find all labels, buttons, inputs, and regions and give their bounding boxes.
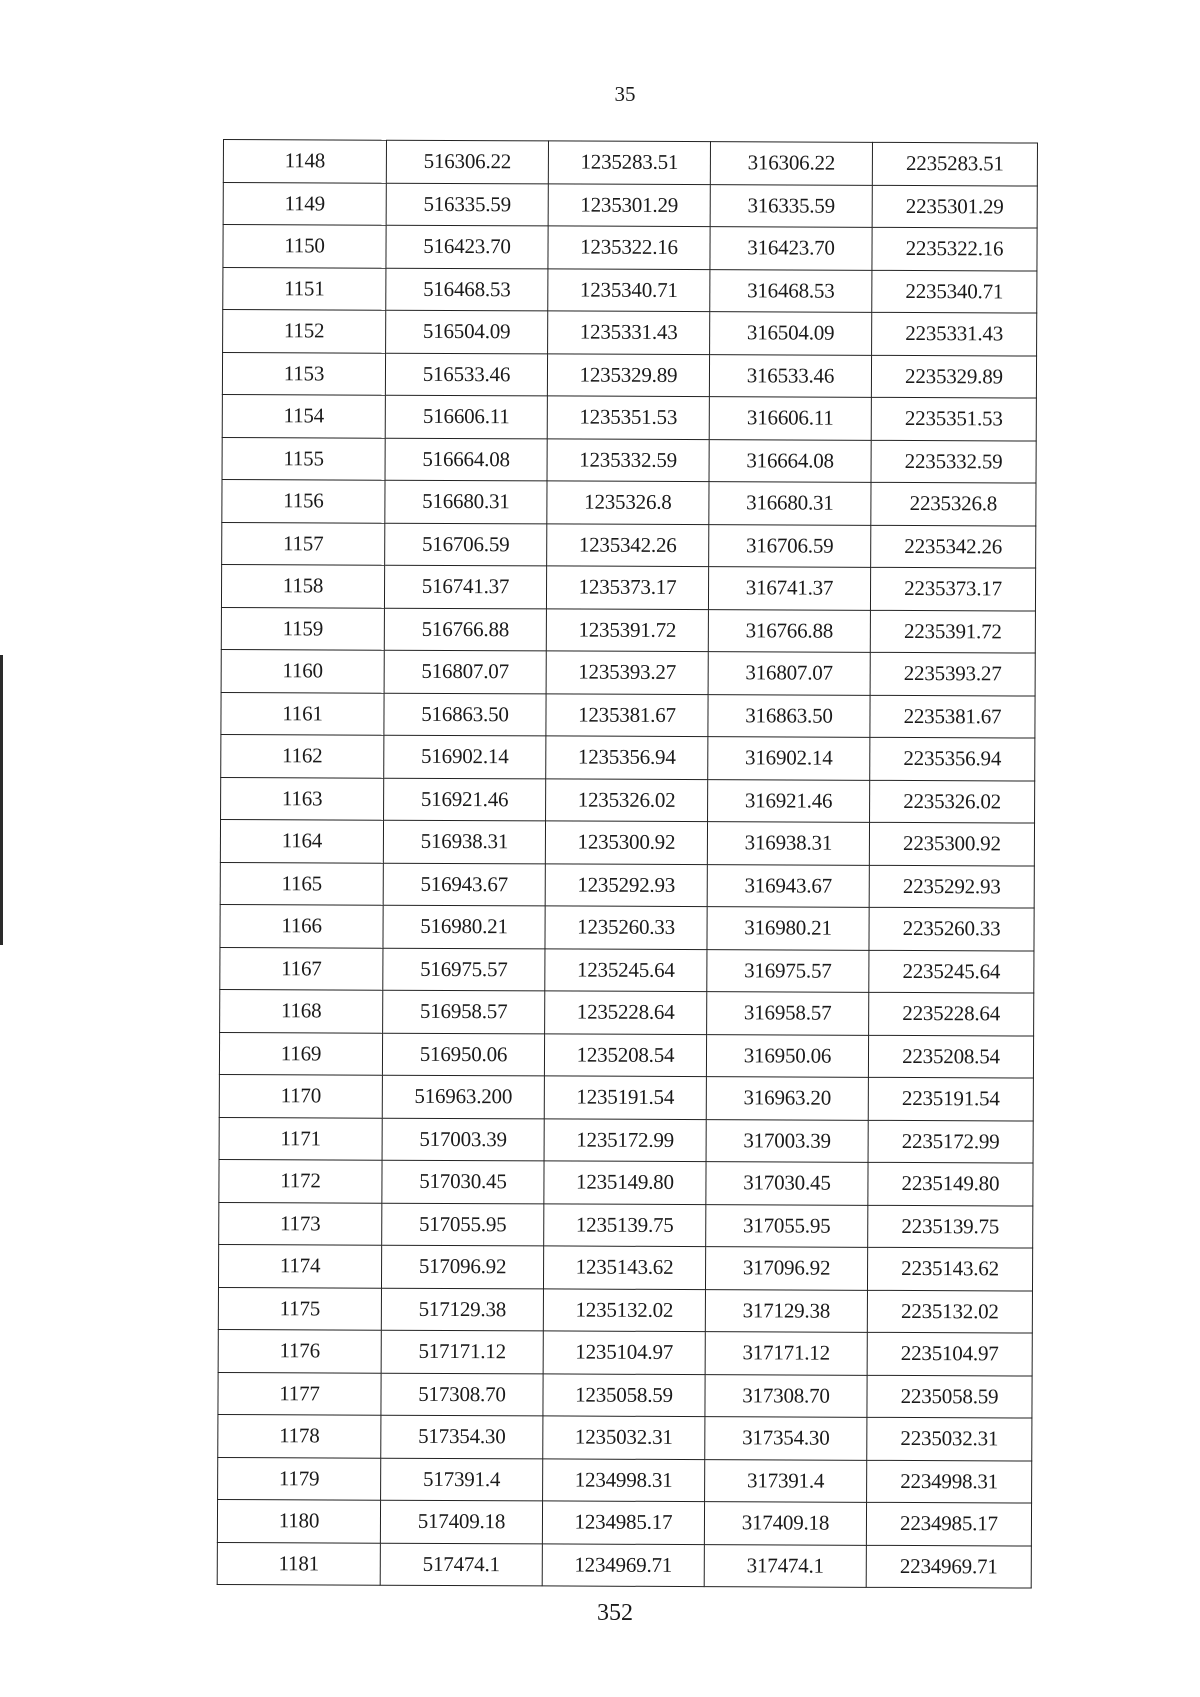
table-row bbox=[223, 225, 1037, 271]
x2-cell: 316958.57 bbox=[707, 992, 869, 1035]
y2-cell: 2234998.31 bbox=[867, 1460, 1032, 1503]
x2-cell: 317354.30 bbox=[705, 1417, 867, 1460]
y2-cell: 2235149.80 bbox=[868, 1162, 1033, 1205]
y1-cell: 1235329.89 bbox=[547, 353, 709, 396]
table-row bbox=[217, 1499, 1031, 1545]
y1-cell: 1235139.75 bbox=[544, 1203, 706, 1246]
x2-cell: 317096.92 bbox=[705, 1247, 867, 1290]
table-row bbox=[220, 947, 1034, 993]
page-number-bottom: 352 bbox=[597, 1600, 633, 1626]
y2-cell: 2235332.59 bbox=[871, 440, 1036, 483]
point-id-cell: 1162 bbox=[221, 734, 384, 777]
x1-cell: 517096.92 bbox=[381, 1245, 543, 1288]
y1-cell: 1235245.64 bbox=[545, 948, 707, 991]
point-id-cell: 1180 bbox=[217, 1499, 380, 1542]
y2-cell: 2235139.75 bbox=[868, 1205, 1033, 1248]
y2-cell: 2235322.16 bbox=[872, 227, 1037, 270]
x2-cell: 316963.20 bbox=[706, 1077, 868, 1120]
point-id-cell: 1174 bbox=[218, 1244, 381, 1287]
y1-cell: 1235332.59 bbox=[547, 438, 709, 481]
table-row bbox=[219, 1074, 1033, 1120]
y2-cell: 2235260.33 bbox=[869, 907, 1034, 950]
y2-cell: 2235300.92 bbox=[869, 822, 1034, 865]
y2-cell: 2235172.99 bbox=[868, 1120, 1033, 1163]
point-id-cell: 1155 bbox=[222, 437, 385, 480]
x2-cell: 317474.1 bbox=[704, 1544, 866, 1587]
y1-cell: 1235322.16 bbox=[548, 226, 710, 269]
y1-cell: 1235149.80 bbox=[544, 1161, 706, 1204]
y2-cell: 2234985.17 bbox=[866, 1502, 1031, 1545]
table-row bbox=[220, 904, 1034, 950]
x1-cell: 516950.06 bbox=[382, 1033, 544, 1076]
table-row bbox=[222, 394, 1036, 440]
y1-cell: 1235292.93 bbox=[545, 863, 707, 906]
x1-cell: 516766.88 bbox=[384, 608, 546, 651]
coordinates-table bbox=[217, 139, 1038, 1589]
y1-cell: 1234998.31 bbox=[543, 1458, 705, 1501]
x2-cell: 317055.95 bbox=[706, 1204, 868, 1247]
x1-cell: 516741.37 bbox=[384, 565, 546, 608]
table-row bbox=[221, 564, 1035, 610]
y2-cell: 2235373.17 bbox=[870, 567, 1035, 610]
x1-cell: 517129.38 bbox=[381, 1288, 543, 1331]
table-row bbox=[219, 1032, 1033, 1078]
x2-cell: 316950.06 bbox=[706, 1034, 868, 1077]
table-row bbox=[219, 1117, 1033, 1163]
y2-cell: 2235326.8 bbox=[871, 482, 1036, 525]
x1-cell: 516958.57 bbox=[383, 990, 545, 1033]
y1-cell: 1235260.33 bbox=[545, 906, 707, 949]
point-id-cell: 1157 bbox=[222, 522, 385, 565]
y1-cell: 1235143.62 bbox=[543, 1246, 705, 1289]
point-id-cell: 1168 bbox=[220, 989, 383, 1032]
point-id-cell: 1152 bbox=[223, 310, 386, 353]
y2-cell: 2234969.71 bbox=[866, 1545, 1031, 1588]
x2-cell: 316943.67 bbox=[707, 864, 869, 907]
x2-cell: 316902.14 bbox=[708, 737, 870, 780]
y2-cell: 2235301.29 bbox=[872, 185, 1037, 228]
x1-cell: 516975.57 bbox=[383, 948, 545, 991]
y2-cell: 2235342.26 bbox=[871, 525, 1036, 568]
x1-cell: 517474.1 bbox=[380, 1543, 542, 1586]
table-row bbox=[219, 1202, 1033, 1248]
x2-cell: 316423.70 bbox=[710, 227, 872, 270]
point-id-cell: 1169 bbox=[219, 1032, 382, 1075]
y1-cell: 1235301.29 bbox=[548, 183, 710, 226]
x1-cell: 516963.200 bbox=[382, 1075, 544, 1118]
x1-cell: 516664.08 bbox=[385, 438, 547, 481]
x1-cell: 516943.67 bbox=[383, 863, 545, 906]
x2-cell: 316533.46 bbox=[709, 354, 871, 397]
point-id-cell: 1163 bbox=[221, 777, 384, 820]
x1-cell: 516335.59 bbox=[386, 183, 548, 226]
y1-cell: 1235393.27 bbox=[546, 651, 708, 694]
y2-cell: 2235032.31 bbox=[867, 1417, 1032, 1460]
table-row bbox=[221, 734, 1035, 780]
x1-cell: 517055.95 bbox=[382, 1203, 544, 1246]
x1-cell: 517003.39 bbox=[382, 1118, 544, 1161]
point-id-cell: 1159 bbox=[221, 607, 384, 650]
table-row bbox=[221, 649, 1035, 695]
x2-cell: 316335.59 bbox=[710, 184, 872, 227]
x1-cell: 516938.31 bbox=[383, 820, 545, 863]
x2-cell: 317409.18 bbox=[704, 1502, 866, 1545]
x1-cell: 516533.46 bbox=[385, 353, 547, 396]
y1-cell: 1235032.31 bbox=[543, 1416, 705, 1459]
x1-cell: 516468.53 bbox=[386, 268, 548, 311]
table-row bbox=[218, 1414, 1032, 1460]
y1-cell: 1235356.94 bbox=[546, 736, 708, 779]
x2-cell: 316664.08 bbox=[709, 439, 871, 482]
y2-cell: 2235292.93 bbox=[869, 865, 1034, 908]
x1-cell: 516807.07 bbox=[384, 650, 546, 693]
coordinates-table-body bbox=[217, 140, 1037, 1589]
x1-cell: 516306.22 bbox=[386, 140, 548, 183]
x2-cell: 316766.88 bbox=[708, 609, 870, 652]
x2-cell: 317308.70 bbox=[705, 1374, 867, 1417]
point-id-cell: 1172 bbox=[219, 1159, 382, 1202]
y1-cell: 1235381.67 bbox=[546, 693, 708, 736]
y2-cell: 2235058.59 bbox=[867, 1375, 1032, 1418]
y2-cell: 2235351.53 bbox=[871, 397, 1036, 440]
x1-cell: 517171.12 bbox=[381, 1330, 543, 1373]
table-row bbox=[221, 607, 1035, 653]
table-row bbox=[223, 310, 1037, 356]
y2-cell: 2235208.54 bbox=[868, 1035, 1033, 1078]
y1-cell: 1235283.51 bbox=[548, 141, 710, 184]
x2-cell: 317129.38 bbox=[705, 1289, 867, 1332]
y2-cell: 2235283.51 bbox=[872, 142, 1037, 185]
x1-cell: 516680.31 bbox=[385, 480, 547, 523]
y1-cell: 1235342.26 bbox=[547, 523, 709, 566]
table-row bbox=[220, 819, 1034, 865]
point-id-cell: 1154 bbox=[222, 394, 385, 437]
x1-cell: 517030.45 bbox=[382, 1160, 544, 1203]
x2-cell: 316807.07 bbox=[708, 652, 870, 695]
x1-cell: 516606.11 bbox=[385, 395, 547, 438]
y1-cell: 1235331.43 bbox=[548, 311, 710, 354]
y1-cell: 1235228.64 bbox=[545, 991, 707, 1034]
x1-cell: 516863.50 bbox=[384, 693, 546, 736]
y1-cell: 1235191.54 bbox=[544, 1076, 706, 1119]
y2-cell: 2235340.71 bbox=[872, 270, 1037, 313]
y2-cell: 2235191.54 bbox=[868, 1077, 1033, 1120]
x1-cell: 516921.46 bbox=[384, 778, 546, 821]
y1-cell: 1235326.02 bbox=[546, 778, 708, 821]
y1-cell: 1234969.71 bbox=[542, 1543, 704, 1586]
x1-cell: 516980.21 bbox=[383, 905, 545, 948]
y1-cell: 1235132.02 bbox=[543, 1288, 705, 1331]
table-row bbox=[223, 182, 1037, 228]
page-number-top: 35 bbox=[614, 82, 636, 106]
x2-cell: 316468.53 bbox=[710, 269, 872, 312]
y2-cell: 2235228.64 bbox=[869, 992, 1034, 1035]
point-id-cell: 1153 bbox=[222, 352, 385, 395]
point-id-cell: 1165 bbox=[220, 862, 383, 905]
y2-cell: 2235393.27 bbox=[870, 652, 1035, 695]
point-id-cell: 1166 bbox=[220, 904, 383, 947]
table-row bbox=[223, 140, 1037, 186]
x1-cell: 516423.70 bbox=[386, 225, 548, 268]
point-id-cell: 1181 bbox=[217, 1542, 380, 1585]
y2-cell: 2235104.97 bbox=[867, 1332, 1032, 1375]
x2-cell: 316938.31 bbox=[707, 822, 869, 865]
x2-cell: 316975.57 bbox=[707, 949, 869, 992]
table-row bbox=[222, 352, 1036, 398]
x2-cell: 316921.46 bbox=[708, 779, 870, 822]
point-id-cell: 1178 bbox=[218, 1414, 381, 1457]
x2-cell: 317003.39 bbox=[706, 1119, 868, 1162]
y1-cell: 1234985.17 bbox=[542, 1501, 704, 1544]
table-row bbox=[218, 1244, 1032, 1290]
x2-cell: 317171.12 bbox=[705, 1332, 867, 1375]
x2-cell: 316980.21 bbox=[707, 907, 869, 950]
y2-cell: 2235331.43 bbox=[872, 312, 1037, 355]
x1-cell: 516706.59 bbox=[385, 523, 547, 566]
x1-cell: 517354.30 bbox=[381, 1415, 543, 1458]
point-id-cell: 1175 bbox=[218, 1287, 381, 1330]
y2-cell: 2235381.67 bbox=[870, 695, 1035, 738]
x2-cell: 317030.45 bbox=[706, 1162, 868, 1205]
table-row bbox=[218, 1287, 1032, 1333]
point-id-cell: 1170 bbox=[219, 1074, 382, 1117]
point-id-cell: 1149 bbox=[223, 182, 386, 225]
table-row bbox=[219, 1159, 1033, 1205]
point-id-cell: 1176 bbox=[218, 1329, 381, 1372]
table-row bbox=[217, 1542, 1031, 1588]
point-id-cell: 1151 bbox=[223, 267, 386, 310]
point-id-cell: 1161 bbox=[221, 692, 384, 735]
table-row bbox=[220, 989, 1034, 1035]
point-id-cell: 1150 bbox=[223, 225, 386, 268]
y1-cell: 1235340.71 bbox=[548, 268, 710, 311]
point-id-cell: 1164 bbox=[220, 819, 383, 862]
x2-cell: 316606.11 bbox=[709, 397, 871, 440]
x2-cell: 317391.4 bbox=[705, 1459, 867, 1502]
point-id-cell: 1179 bbox=[218, 1457, 381, 1500]
table-row bbox=[223, 267, 1037, 313]
y2-cell: 2235326.02 bbox=[870, 780, 1035, 823]
y2-cell: 2235245.64 bbox=[869, 950, 1034, 993]
y1-cell: 1235351.53 bbox=[547, 396, 709, 439]
x2-cell: 316306.22 bbox=[710, 142, 872, 185]
point-id-cell: 1167 bbox=[220, 947, 383, 990]
table-row bbox=[220, 862, 1034, 908]
y2-cell: 2235391.72 bbox=[870, 610, 1035, 653]
point-id-cell: 1148 bbox=[223, 140, 386, 183]
table-row bbox=[222, 522, 1036, 568]
y1-cell: 1235391.72 bbox=[546, 608, 708, 651]
x1-cell: 517391.4 bbox=[381, 1458, 543, 1501]
point-id-cell: 1158 bbox=[221, 564, 384, 607]
y1-cell: 1235300.92 bbox=[545, 821, 707, 864]
table-row bbox=[218, 1372, 1032, 1418]
table-row bbox=[221, 777, 1035, 823]
y2-cell: 2235329.89 bbox=[871, 355, 1036, 398]
y1-cell: 1235373.17 bbox=[546, 566, 708, 609]
point-id-cell: 1156 bbox=[222, 479, 385, 522]
point-id-cell: 1171 bbox=[219, 1117, 382, 1160]
x2-cell: 316680.31 bbox=[709, 482, 871, 525]
table-row bbox=[218, 1457, 1032, 1503]
x2-cell: 316741.37 bbox=[708, 567, 870, 610]
table-row bbox=[222, 479, 1036, 525]
y1-cell: 1235104.97 bbox=[543, 1331, 705, 1374]
table-row bbox=[218, 1329, 1032, 1375]
x1-cell: 517409.18 bbox=[380, 1500, 542, 1543]
x1-cell: 516504.09 bbox=[386, 310, 548, 353]
scan-edge-mark bbox=[0, 655, 3, 945]
x2-cell: 316863.50 bbox=[708, 694, 870, 737]
x2-cell: 316504.09 bbox=[710, 312, 872, 355]
point-id-cell: 1160 bbox=[221, 649, 384, 692]
x2-cell: 316706.59 bbox=[709, 524, 871, 567]
point-id-cell: 1177 bbox=[218, 1372, 381, 1415]
point-id-cell: 1173 bbox=[219, 1202, 382, 1245]
y1-cell: 1235208.54 bbox=[544, 1033, 706, 1076]
y1-cell: 1235058.59 bbox=[543, 1373, 705, 1416]
x1-cell: 516902.14 bbox=[384, 735, 546, 778]
y2-cell: 2235356.94 bbox=[870, 737, 1035, 780]
table-row bbox=[222, 437, 1036, 483]
y2-cell: 2235143.62 bbox=[867, 1247, 1032, 1290]
y2-cell: 2235132.02 bbox=[867, 1290, 1032, 1333]
x1-cell: 517308.70 bbox=[381, 1373, 543, 1416]
table-row bbox=[221, 692, 1035, 738]
y1-cell: 1235172.99 bbox=[544, 1118, 706, 1161]
y1-cell: 1235326.8 bbox=[547, 481, 709, 524]
